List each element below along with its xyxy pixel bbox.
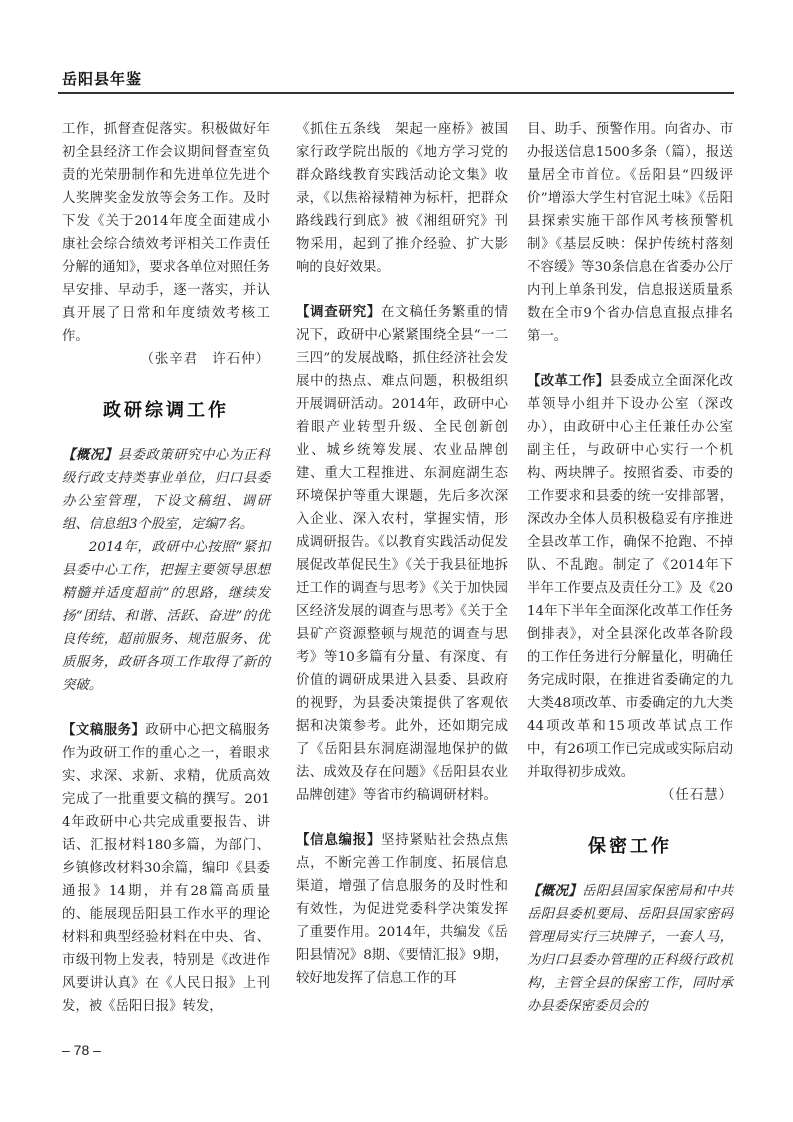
author-credit: （张辛君 许石仲）	[140, 352, 270, 367]
column-1	[62, 118, 270, 1018]
section-title: 政研综调工作	[103, 400, 229, 421]
paragraph-tag: 【概况】	[62, 448, 118, 463]
service-paragraph	[62, 719, 270, 1018]
info-paragraph	[296, 829, 508, 990]
paragraph-text: 坚持紧贴社会热点焦点，不断完善工作制度、拓展信息渠道，增强了信息服务的及时性和有效性，为促进党委科学决策发挥了重要作用。2014年，共编发《岳阳县情况》8期、《要情汇报》9期，较好地发挥了信息工作的耳	[296, 833, 509, 986]
paragraph-tag: 【概况】	[527, 884, 583, 899]
paragraph: 2014年，政研中心按照“紧扣县委中心工作，把握主要领导思想精髓并适度超前”的思路，继续发扬“团结、和谐、活跃、奋进”的优良传统，超前服务、规范服务、优质服务，政研各项工作取得了新的突破。	[62, 540, 270, 693]
paragraph-text: 县委成立全面深化改革领导小组并下设办公室（深改办），由政研中心主任兼任办公室副主任，与政研中心实行一个机构、两块牌子。按照省委、市委的工作要求和县委的统一安排部署，深改办全体人员积极稳妥有序推进全县改革工作，确保不抢跑、不掉队、不乱跑。制定了《2014年下半年工作要点及责任分工》及《2014年下半年全面深化改革工作任务倒排表》，对全县深化改革各阶段的工作任务进行分解量化，明确任务完成时限，在推进省委确定的九大类48项改革、市委确定的九大类44项改革和15项改革试点工作中，有26项工作已完成或实际启动并取得初步成效。	[527, 374, 733, 780]
section-title: 保密工作	[588, 836, 672, 857]
running-header: 岳阳县年鉴	[62, 70, 143, 88]
paragraph-text: 在文稿任务繁重的情况下，政研中心紧紧围绕全县“一二三四”的发展战略，抓住经济社会发展中的热点、难点问题，积极组织开展调研活动。2014年，政研中心着眼产业转型升级、全民创新创业、城乡统筹发展、农业品牌创建、重大工程推进、东洞庭湖生态环境保护等重大课题，先后多次深入企业、深入农村，掌握实情，形成调研报告。《以教育实践活动促发展促改革促民生》《关于我县征地拆迁工作的调查与思考》《关于加快园区经济发展的调查与思考》《关于全县矿产资源整顿与规范的调查与思考》等10多篇有分量、有深度、有价值的调研成果进入县委、县政府的视野，为县委决策提供了客观依据和决策参考。此外，还如期完成了《岳阳县东洞庭湖湿地保护的做法、成效及存在问题》《岳阳县农业品牌创建》等省市约稿调研材料。	[296, 305, 509, 803]
overview-paragraph	[62, 444, 270, 536]
paragraph: 《抓住五条线 架起一座桥》被国家行政学院出版的《地方学习党的群众路线教育实践活动论文集》收录，《以焦裕禄精神为标杆，把群众路线践行到底》被《湘组研究》刊物采用，起到了推介经验、扩大影响的良好效果。	[296, 122, 508, 275]
paragraph: 目、助手、预警作用。向省办、市办报送信息1500多条（篇），报送量居全市首位。《岳阳县“四级评价”增添大学生村官泥土味》《岳阳县探索实施干部作风考核预警机制》《基层反映：保护传统村落刻不容缓》等30条信息在省委办公厅内刊上单条刊发，信息报送质量系数在全市9个省办信息直报点排名第一。	[527, 122, 733, 344]
overview-paragraph	[527, 880, 733, 1018]
paragraph: 工作，抓督查促落实。积极做好年初全县经济工作会议期间督查室负责的光荣册制作和先进单位先进个人奖牌奖金发放等会务工作。及时下发《关于2014年度全面建成小康社会综合绩效考评相关工作责任分解的通知》，要求各单位对照任务早安排、早动手，逐一落实，并认真开展了日常和年度绩效考核工作。	[62, 122, 270, 344]
paragraph-tag: 【改革工作】	[527, 374, 610, 389]
paragraph-text: 政研中心把文稿服务作为政研工作的重心之一，着眼求实、求深、求新、求精，优质高效完成了一批重要文稿的撰写。2014年政研中心共完成重要报告、讲话、汇报材料180多篇，为部门、乡镇修改材料30余篇，编印《县委通报》14期，并有28篇高质量的、能展现岳阳县工作水平的理论材料和典型经验材料在中央、省、市级刊物上发表，特别是《改进作风要讲认真》在《人民日报》上刊发，被《岳阳日报》转发，	[62, 723, 271, 1014]
paragraph-text: 县委政策研究中心为正科级行政支持类事业单位，归口县委办公室管理，下设文稿组、调研组、信息组3个股室，定编7名。	[62, 448, 271, 532]
header-rule	[58, 92, 734, 94]
page-number: – 78 –	[62, 1042, 101, 1058]
column-3	[527, 118, 733, 1018]
reform-paragraph	[527, 370, 733, 784]
paragraph-tag: 【信息编报】	[296, 833, 382, 848]
research-paragraph	[296, 301, 508, 807]
paragraph-tag: 【文稿服务】	[62, 723, 146, 738]
column-2	[296, 118, 508, 990]
paragraph-tag: 【调查研究】	[296, 305, 382, 320]
author-credit: （任石慧）	[661, 788, 733, 803]
paragraph-text: 岳阳县国家保密局和中共岳阳县委机要局、岳阳县国家密码管理局实行三块牌子，一套人马，为归口县委办管理的正科级行政机构，主管全县的保密工作，同时承办县委保密委员会的	[527, 884, 733, 1014]
